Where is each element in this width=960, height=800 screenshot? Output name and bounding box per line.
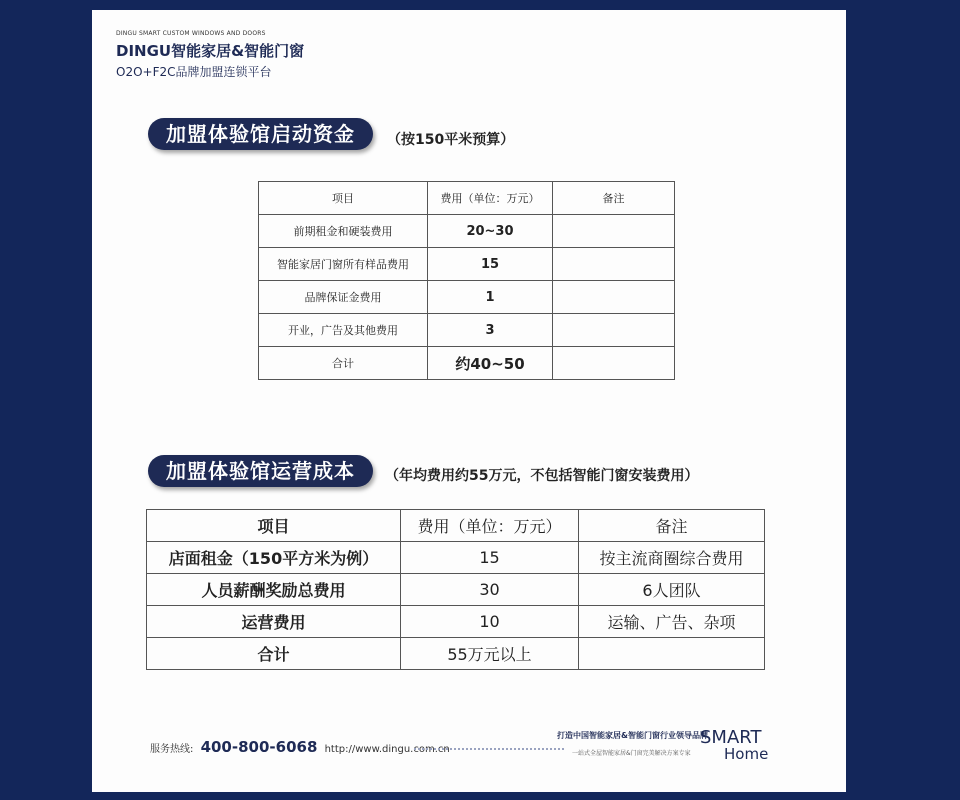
table-row xyxy=(147,606,765,638)
row-remark xyxy=(553,248,675,281)
table-row xyxy=(147,542,765,574)
operating-cost-table xyxy=(146,509,765,670)
row-remark: 运输、广告、杂项 xyxy=(579,606,765,638)
row-cost: 30 xyxy=(401,574,579,606)
startup-capital-table xyxy=(258,181,675,380)
brand-subtitle: O2O+F2C品牌加盟连锁平台 xyxy=(116,65,272,79)
hotline-phone: 400-800-6068 xyxy=(200,738,318,756)
header-remark: 备注 xyxy=(579,510,765,542)
row-cost: 10 xyxy=(401,606,579,638)
row-item: 前期租金和硬装费用 xyxy=(259,215,428,248)
row-item: 店面租金（150平方米为例） xyxy=(147,542,401,574)
table-header-row xyxy=(147,510,765,542)
website-link[interactable]: http://www.dingu.com.cn xyxy=(324,744,450,755)
header-item: 项目 xyxy=(147,510,401,542)
footer-contact xyxy=(150,738,450,756)
hotline-label: 服务热线: xyxy=(150,744,194,755)
section2-title: 加盟体验馆运营成本 xyxy=(148,455,373,487)
header-remark: 备注 xyxy=(553,182,675,215)
smart-home-logo xyxy=(700,727,769,763)
row-cost: 1 xyxy=(428,281,553,314)
row-remark: 6人团队 xyxy=(579,574,765,606)
table-row-total xyxy=(259,347,675,380)
row-remark xyxy=(553,314,675,347)
row-item: 品牌保证金费用 xyxy=(259,281,428,314)
row-cost: 20~30 xyxy=(428,215,553,248)
row-item: 人员薪酬奖励总费用 xyxy=(147,574,401,606)
table-row xyxy=(259,215,675,248)
table-row xyxy=(259,314,675,347)
row-item: 智能家居门窗所有样品费用 xyxy=(259,248,428,281)
header-cost: 费用（单位：万元） xyxy=(428,182,553,215)
table-row xyxy=(259,281,675,314)
header-cost: 费用（单位：万元） xyxy=(401,510,579,542)
row-remark xyxy=(553,347,675,380)
footer-slogan-sub: 一站式全屋智能家居&门窗完美解决方案专家 xyxy=(572,750,691,757)
section2-note: （年均费用约55万元，不包括智能门窗安装费用） xyxy=(385,468,699,484)
table-header-row xyxy=(259,182,675,215)
row-remark xyxy=(579,638,765,670)
section1-title: 加盟体验馆启动资金 xyxy=(148,118,373,150)
row-cost: 3 xyxy=(428,314,553,347)
row-item: 运营费用 xyxy=(147,606,401,638)
row-cost: 15 xyxy=(401,542,579,574)
footer-slogan: 打造中国智能家居&智能门窗行业领导品牌 xyxy=(557,731,708,740)
brand-tagline-en: DINGU SMART CUSTOM WINDOWS AND DOORS xyxy=(116,30,266,37)
header-item: 项目 xyxy=(259,182,428,215)
row-item: 合计 xyxy=(147,638,401,670)
row-remark xyxy=(553,281,675,314)
row-item: 合计 xyxy=(259,347,428,380)
table-row xyxy=(147,574,765,606)
row-item: 开业，广告及其他费用 xyxy=(259,314,428,347)
brand-name: DINGU智能家居&智能门窗 xyxy=(116,42,305,60)
logo-home: Home xyxy=(724,745,769,763)
brand-header xyxy=(116,30,304,80)
page xyxy=(92,10,846,792)
row-cost: 约40~50 xyxy=(428,347,553,380)
row-remark xyxy=(553,215,675,248)
footer-divider xyxy=(414,748,564,750)
logo-smart: SMART xyxy=(700,727,762,748)
row-cost: 15 xyxy=(428,248,553,281)
row-remark: 按主流商圈综合费用 xyxy=(579,542,765,574)
row-cost: 55万元以上 xyxy=(401,638,579,670)
table-row xyxy=(259,248,675,281)
table-row-total xyxy=(147,638,765,670)
section1-note: （按150平米预算） xyxy=(387,132,515,148)
